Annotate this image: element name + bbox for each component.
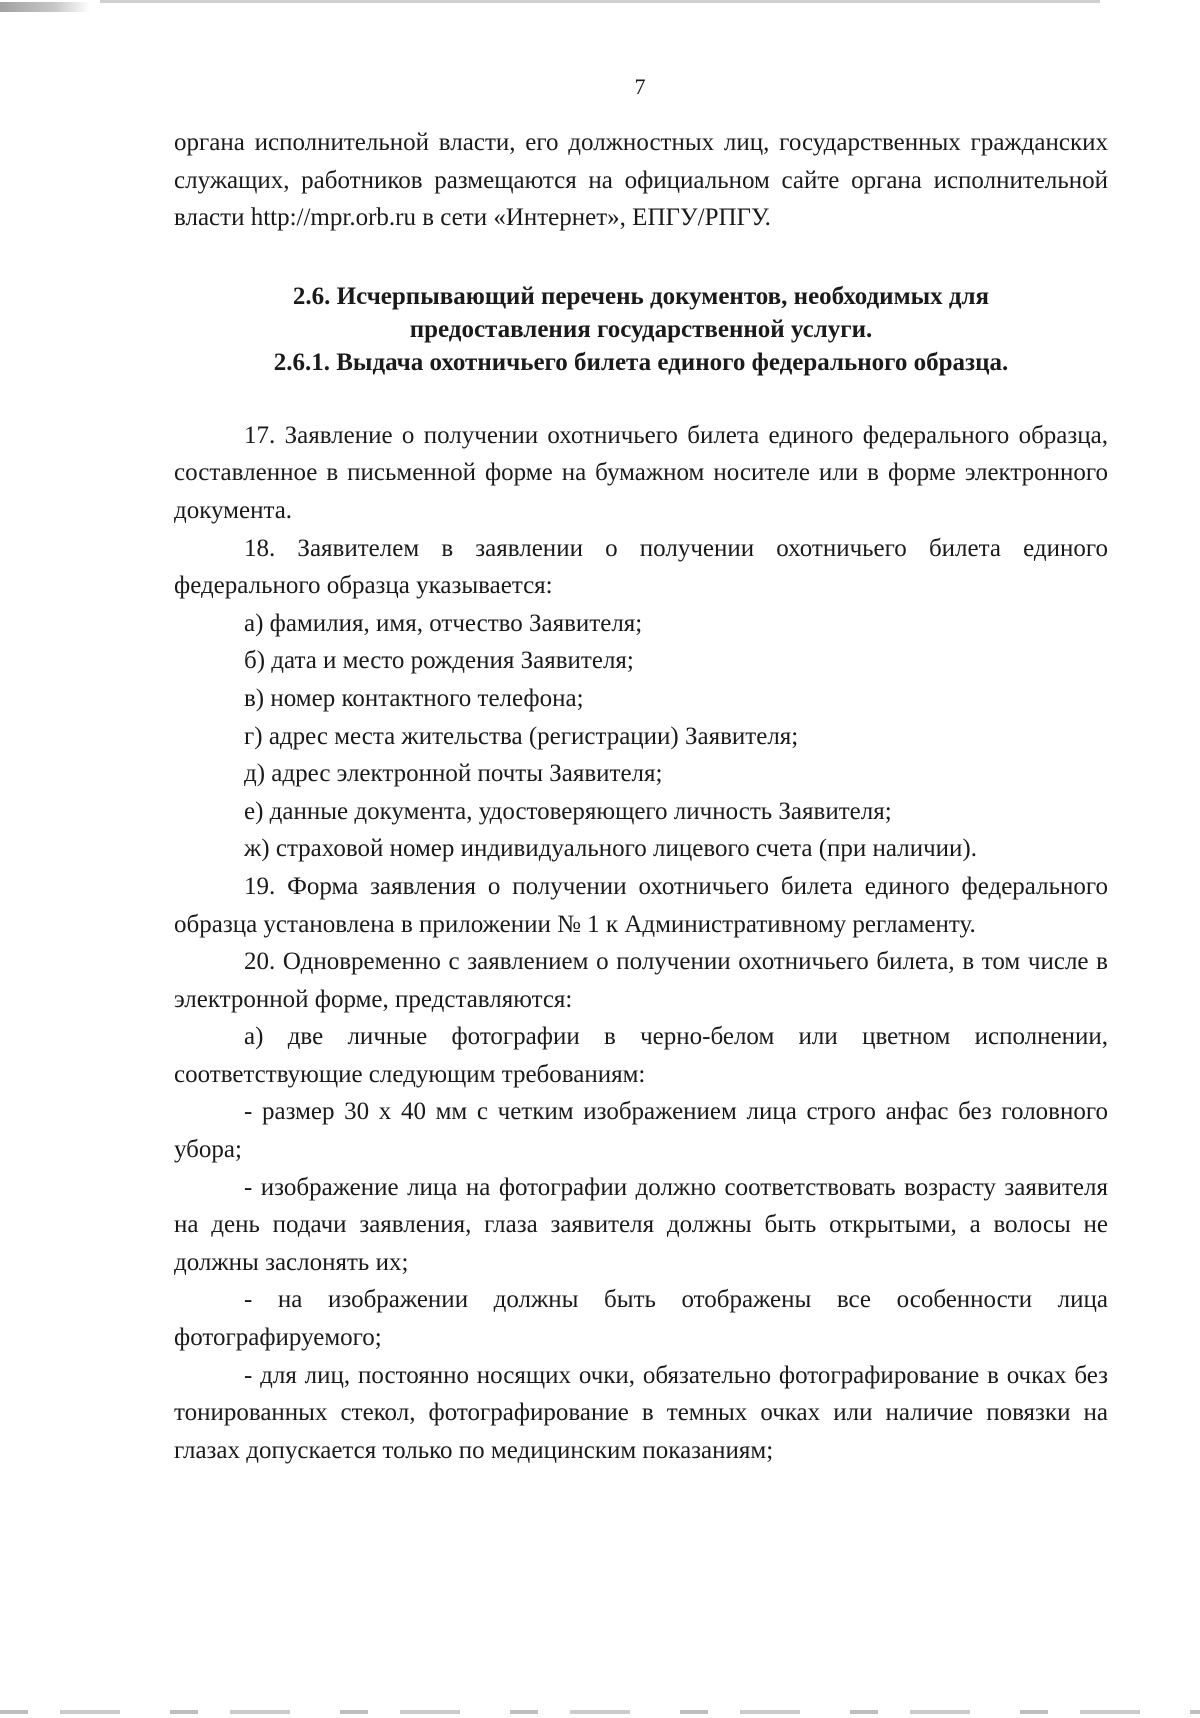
section-heading-line-1: 2.6. Исчерпывающий перечень документов, необходимых для	[292, 282, 990, 310]
subsection-heading: 2.6.1. Выдача охотничьего билета единого федерального образца.	[273, 348, 1009, 376]
photo-requirement-size: - размер 30 х 40 мм с четким изображением лица строго анфас без головного убора;	[174, 1098, 1108, 1164]
list-item-d: д) адрес электронной почты Заявителя;	[244, 760, 663, 788]
photo-requirement-a: а) две личные фотографии в черно-белом или цветном исполнении, соответствующие следующим требованиям:	[174, 1023, 1108, 1088]
list-item-a: а) фамилия, имя, отчество Заявителя;	[244, 609, 643, 637]
list-item-v: в) номер контактного телефона;	[244, 684, 584, 712]
scan-artifact-top	[0, 0, 1200, 22]
list-item-g: г) адрес места жительства (регистрации) Заявителя;	[244, 722, 799, 750]
scan-artifact-bottom	[0, 1706, 1200, 1718]
photo-requirement-glasses: - для лиц, постоянно носящих очки, обязательно фотографирование в очках без тонированных стекол, фотографирование в темных очках или наличие повязки на глазах допускается только по медицинским показаниям;	[174, 1361, 1108, 1464]
list-item-e: е) данные документа, удостоверяющего личность Заявителя;	[244, 797, 892, 825]
paragraph-17: 17. Заявление о получении охотничьего билета единого федерального образца, составленное в письменной форме на бумажном носителе или в форме электронного документа.	[174, 421, 1108, 524]
scan-mark	[100, 0, 1100, 3]
paragraph-18: 18. Заявителем в заявлении о получении охотничьего билета единого федерального образца указывается:	[174, 534, 1108, 600]
paragraph-20: 20. Одновременно с заявлением о получении охотничьего билета, в том числе в электронной форме, представляются:	[174, 948, 1108, 1013]
list-item-b: б) дата и место рождения Заявителя;	[244, 647, 634, 675]
section-heading-line-2: предоставления государственной услуги.	[409, 315, 873, 343]
document-body	[174, 124, 1108, 1469]
paragraph-19: 19. Форма заявления о получении охотничьего билета единого федерального образца установлена в приложении № 1 к Административному регламенту.	[174, 872, 1108, 938]
intro-paragraph: органа исполнительной власти, его должностных лиц, государственных гражданских служащих, работников размещаются на официальном сайте органа исполнительной власти http://mpr.orb.ru в сети «Интернет», ЕПГУ/РПГУ.	[174, 129, 1108, 232]
scan-mark	[0, 1710, 1200, 1714]
list-item-zh: ж) страховой номер индивидуального лицевого счета (при наличии).	[244, 835, 978, 863]
photo-requirement-age: - изображение лица на фотографии должно соответствовать возрасту заявителя на день подачи заявления, глаза заявителя должны быть открытыми, а волосы не должны заслонять их;	[174, 1173, 1108, 1276]
page-number: 7	[634, 74, 646, 99]
photo-requirement-features: - на изображении должны быть отображены все особенности лица фотографируемого;	[174, 1286, 1108, 1352]
scan-mark	[0, 2, 90, 12]
